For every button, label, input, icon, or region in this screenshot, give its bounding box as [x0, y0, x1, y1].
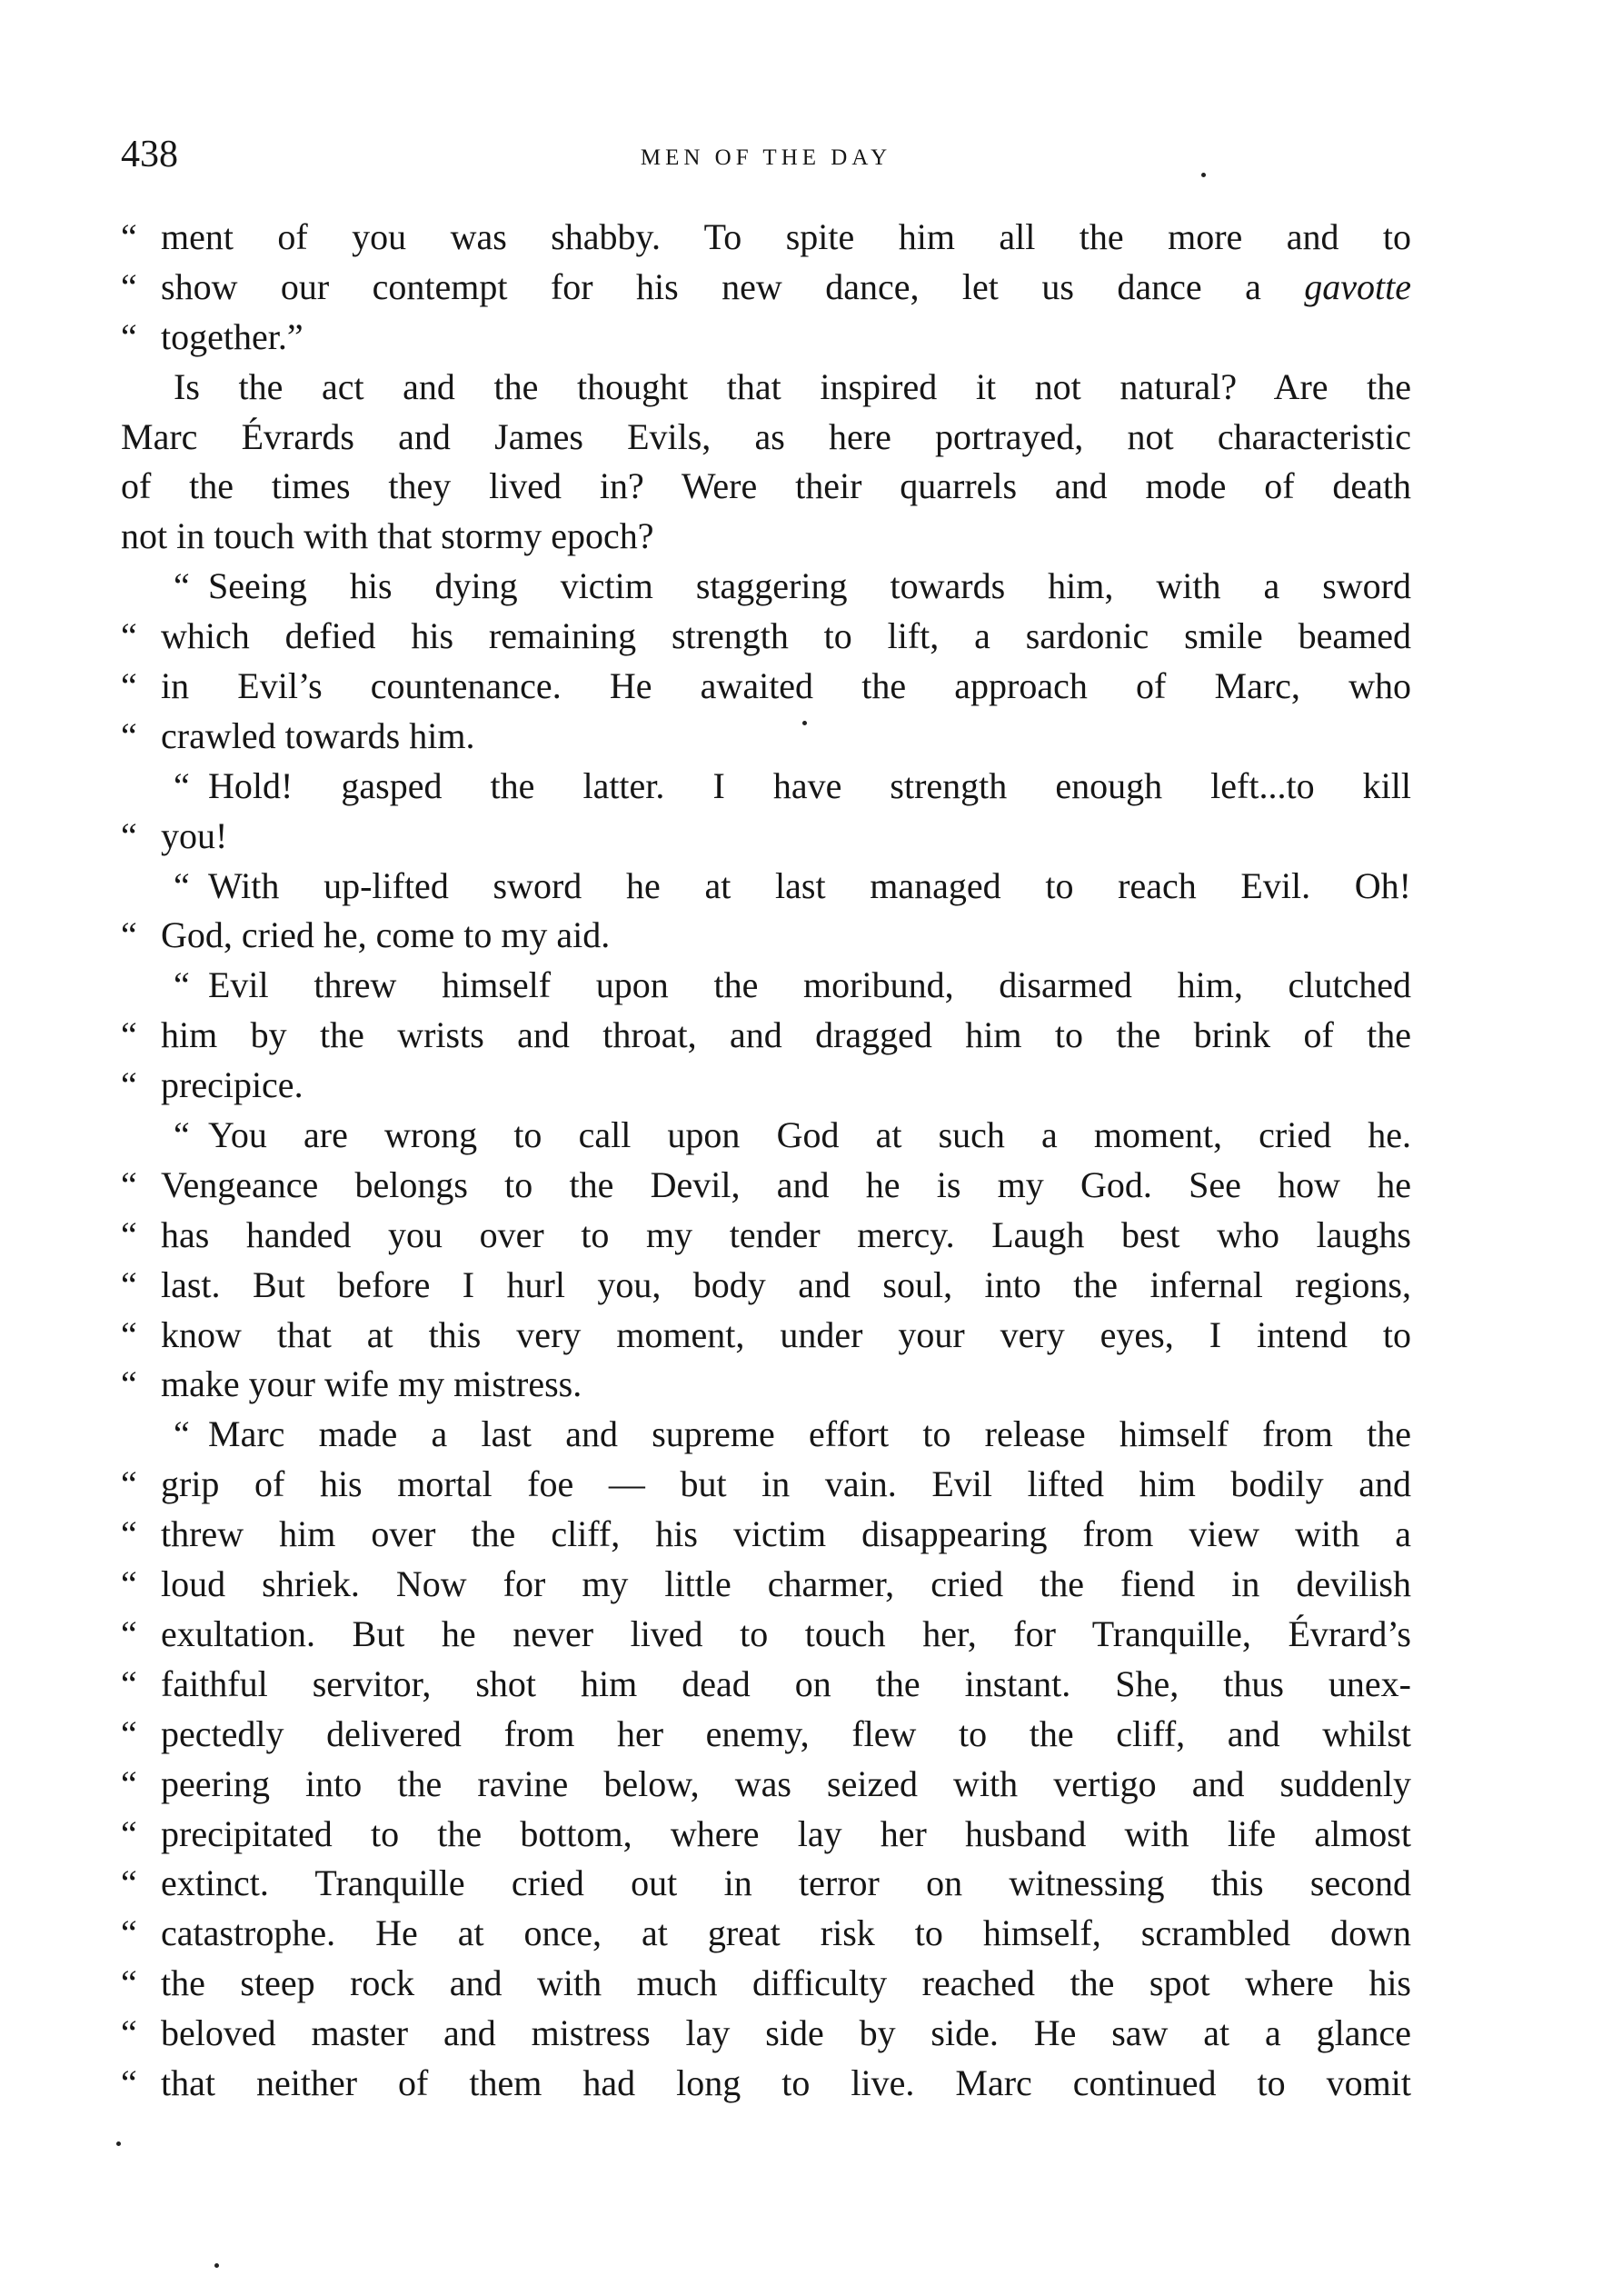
line-text: the steep rock and with much difficulty reached the spot where his — [161, 1962, 1411, 2004]
line-text: peering into the ravine below, was seized with vertigo and suddenly — [161, 1762, 1411, 1804]
line-text: ment of you was shabby. To spite him all the more and to — [161, 216, 1411, 257]
line-text: crawled towards him. — [161, 714, 475, 756]
line-text: that neither of them had long to live. Marc continued to vomit — [161, 2061, 1411, 2103]
line-text: him by the wrists and throat, and dragged him to the brink of the — [161, 1014, 1411, 1056]
text-line — [121, 812, 1411, 862]
quote-mark: “ — [121, 1313, 137, 1355]
line-text: know that at this very moment, under your very eyes, I intend to — [161, 1313, 1411, 1355]
line-text: together.” — [161, 315, 304, 357]
line-text: precipitated to the bottom, where lay her husband with life almost — [161, 1812, 1411, 1854]
text-line — [121, 1111, 1411, 1161]
running-title: MEN OF THE DAY — [640, 145, 892, 170]
quote-mark: “ — [121, 1862, 137, 1904]
italic-word: gavotte — [1304, 265, 1411, 307]
text-line — [121, 1410, 1411, 1460]
line-text: Is the act and the thought that inspired it not natural? Are the — [174, 365, 1411, 407]
quote-mark: “ — [121, 1263, 137, 1305]
quote-mark: “ — [121, 1363, 137, 1405]
text-line — [121, 862, 1411, 912]
quote-mark: “ — [121, 2061, 137, 2103]
line-text: catastrophe. He at once, at great risk to himself, scrambled down — [161, 1912, 1411, 1954]
text-line — [121, 712, 1411, 762]
quote-mark: “ — [121, 1762, 137, 1804]
line-text: God, cried he, come to my aid. — [161, 914, 611, 956]
line-text: Seeing his dying victim staggering towards him, with a sword — [208, 565, 1411, 607]
quote-mark: “ — [174, 565, 190, 607]
quote-mark: “ — [121, 615, 137, 657]
quote-mark: “ — [121, 665, 137, 707]
quote-mark: “ — [121, 1014, 137, 1056]
quote-mark: “ — [121, 714, 137, 756]
text-line — [121, 213, 1411, 263]
text-line — [121, 1660, 1411, 1710]
quote-mark: “ — [121, 1912, 137, 1954]
quote-mark: “ — [121, 1163, 137, 1205]
text-line — [121, 961, 1411, 1011]
line-text: show our contempt for his new dance, let us dance a — [161, 265, 1305, 307]
line-text: You are wrong to call upon God at such a moment, cried he. — [208, 1114, 1411, 1156]
quote-mark: “ — [121, 1962, 137, 2004]
line-text: Marc Évrards and James Evils, as here portrayed, not characteristic — [121, 415, 1411, 457]
line-text: Hold! gasped the latter. I have strength enough left...to kill — [208, 764, 1411, 806]
line-text: Marc made a last and supreme effort to release himself from the — [208, 1413, 1411, 1455]
line-text: in Evil’s countenance. He awaited the approach of Marc, who — [161, 665, 1411, 707]
quote-mark: “ — [121, 1064, 137, 1106]
print-speck — [116, 2141, 121, 2146]
line-text: which defied his remaining strength to lift, a sardonic smile beamed — [161, 615, 1411, 657]
quote-mark: “ — [174, 864, 190, 906]
quote-mark: “ — [121, 1662, 137, 1704]
line-text: pectedly delivered from her enemy, flew to the cliff, and whilst — [161, 1712, 1411, 1754]
text-line — [121, 462, 1411, 512]
text-line — [121, 2009, 1411, 2059]
line-text: last. But before I hurl you, body and soul, into the infernal regions, — [161, 1263, 1411, 1305]
text-line — [121, 1959, 1411, 2009]
text-line — [121, 1859, 1411, 1909]
text-line — [121, 1161, 1411, 1211]
text-line — [121, 1460, 1411, 1510]
text-line — [121, 762, 1411, 812]
quote-mark: “ — [174, 1413, 190, 1455]
line-text: loud shriek. Now for my little charmer, cried the fiend in devilish — [161, 1563, 1411, 1605]
line-text: has handed you over to my tender mercy. Laugh best who laughs — [161, 1213, 1411, 1255]
text-line — [121, 1810, 1411, 1860]
page-number: 438 — [121, 134, 178, 175]
line-text: of the times they lived in? Were their quarrels and mode of death — [121, 465, 1411, 507]
line-text: With up-lifted sword he at last managed to reach Evil. Oh! — [208, 864, 1411, 906]
line-text: Vengeance belongs to the Devil, and he is my God. See how he — [161, 1163, 1411, 1205]
quote-mark: “ — [121, 2012, 137, 2054]
text-line — [121, 562, 1411, 612]
text-line — [121, 1261, 1411, 1311]
quote-mark: “ — [121, 1513, 137, 1555]
text-line — [121, 1360, 1411, 1410]
quote-mark: “ — [121, 1213, 137, 1255]
quote-mark: “ — [121, 1563, 137, 1605]
text-line — [121, 1211, 1411, 1261]
body-text — [121, 213, 1411, 2109]
line-text: precipice. — [161, 1064, 304, 1106]
quote-mark: “ — [121, 1712, 137, 1754]
text-line — [121, 1311, 1411, 1361]
quote-mark: “ — [174, 964, 190, 1006]
text-line — [121, 1909, 1411, 1959]
line-text: extinct. Tranquille cried out in terror on witnessing this second — [161, 1862, 1411, 1904]
quote-mark: “ — [121, 814, 137, 856]
text-line — [121, 1061, 1411, 1111]
text-line — [121, 313, 1411, 363]
quote-mark: “ — [121, 265, 137, 307]
quote-mark: “ — [174, 764, 190, 806]
text-line — [121, 911, 1411, 961]
line-text: you! — [161, 814, 228, 856]
print-speck — [802, 721, 807, 725]
page-header — [121, 127, 1411, 182]
line-text: exultation. But he never lived to touch her, for Tranquille, Évrard’s — [161, 1612, 1411, 1654]
line-text: beloved master and mistress lay side by side. He saw at a glance — [161, 2012, 1411, 2054]
quote-mark: “ — [121, 216, 137, 257]
quote-mark: “ — [174, 1114, 190, 1156]
text-line — [121, 1710, 1411, 1760]
print-speck — [214, 2263, 219, 2268]
quote-mark: “ — [121, 1463, 137, 1505]
text-line — [121, 1011, 1411, 1061]
text-line — [121, 1560, 1411, 1610]
text-line — [121, 2059, 1411, 2109]
line-text: make your wife my mistress. — [161, 1363, 582, 1405]
line-text: threw him over the cliff, his victim disappearing from view with a — [161, 1513, 1411, 1555]
quote-mark: “ — [121, 1612, 137, 1654]
line-text: grip of his mortal foe — but in vain. Evil lifted him bodily and — [161, 1463, 1411, 1505]
text-line — [121, 363, 1411, 413]
text-line — [121, 1610, 1411, 1660]
text-line — [121, 612, 1411, 662]
line-text: faithful servitor, shot him dead on the instant. She, thus unex- — [161, 1662, 1411, 1704]
quote-mark: “ — [121, 1812, 137, 1854]
line-text: not in touch with that stormy epoch? — [121, 515, 654, 557]
quote-mark: “ — [121, 315, 137, 357]
text-line — [121, 263, 1411, 313]
quote-mark: “ — [121, 914, 137, 956]
print-speck — [1201, 173, 1206, 177]
line-text: Evil threw himself upon the moribund, disarmed him, clutched — [208, 964, 1411, 1006]
text-line — [121, 662, 1411, 712]
text-line — [121, 512, 1411, 562]
text-line — [121, 1760, 1411, 1810]
text-line — [121, 413, 1411, 463]
text-line — [121, 1510, 1411, 1560]
